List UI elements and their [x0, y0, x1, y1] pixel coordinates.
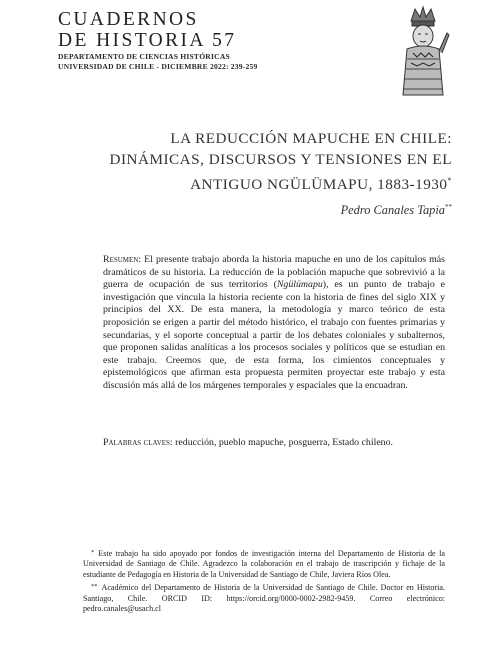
abstract-label: Resumen: [103, 254, 142, 265]
keywords-label: Palabras claves: [103, 437, 173, 448]
article-title-line2: DINÁMICAS, DISCURSOS Y TENSIONES EN EL [109, 151, 452, 168]
keywords [103, 437, 445, 450]
journal-subtitle [58, 52, 257, 72]
journal-title-line1: CUADERNOS [58, 9, 199, 30]
author-name [341, 203, 452, 218]
abstract-text-1: El presente trabajo aborda la historia mapuche en uno de los capítulos más dramáticos de su historia. La reducción de la población mapuche que sobrevivió a la guerra de ocupación de sus territorios ( [103, 254, 445, 291]
university-line: UNIVERSIDAD DE CHILE - DICIEMBRE 2022: 239-259 [58, 62, 258, 71]
department-line: DEPARTAMENTO DE CIENCIAS HISTÓRICAS [58, 52, 230, 61]
footnote-2-text: Académico del Departamento de Historia de la Universidad de Santiago de Chile. Doctor en Historia. Santiago, Chile. ORCID ID: https://orcid.org/0000-0002-2982-9459. Correo electrónico: pedro.canales@usach.cl [83, 583, 445, 614]
abstract [103, 254, 445, 393]
keywords-text: reducción, pueblo mapuche, posguerra, Estado chileno. [172, 437, 393, 448]
footnote-1-text: Este trabajo ha sido apoyado por fondos de investigación interna del Departamento de Historia de la Universidad de Santiago de Chile. Agradezco la colaboración en el trabajo de trascripción y fichaje de la estudiante de Pedagogía en Historia de la Universidad de Santiago de Chile, Javiera Ríos Olea. [83, 549, 445, 579]
author-footnote-mark: ** [445, 203, 452, 211]
article-title [72, 128, 452, 195]
footnote-2 [83, 582, 445, 614]
footnote-2-mark: ** [91, 583, 98, 591]
article-title-line1: LA REDUCCIÓN MAPUCHE EN CHILE: [170, 130, 452, 147]
footnote-1 [83, 548, 445, 580]
title-footnote-mark: * [447, 176, 452, 185]
article-title-line3: ANTIGUO NGÜLÜMAPU, 1883-1930 [190, 176, 448, 194]
mapuche-figure-emblem-icon [393, 3, 453, 103]
abstract-italic-term: Ngülümapu [276, 279, 323, 291]
journal-title-line2: DE HISTORIA 57 [58, 30, 237, 51]
footnote-1-mark: * [91, 549, 95, 556]
journal-title [58, 9, 236, 51]
author-text: Pedro Canales Tapia [340, 203, 445, 218]
footnotes [83, 548, 445, 616]
abstract-text-2: ), es un punto de trabajo e investigación que vincula la historia reciente con la historia de fines del siglo XIX y principios del XX. De esta manera, la metodología y marco teórico de esta proposición se erigen a partir del método histórico, el trabajo con fuentes primarias y secundarias, y el soporte conceptual a partir de los debates coloniales y subalternos, que proponen salidas analíticas a los procesos sociales y políticos que se estudian en este trabajo. Creemos que, de esta forma, los cimientos conceptuales y epistemológicos que afirman esta propuesta permiten proyectar este trabajo y esta discusión más allá de los márgenes temporales y espaciales que la encuadran. [103, 279, 445, 391]
